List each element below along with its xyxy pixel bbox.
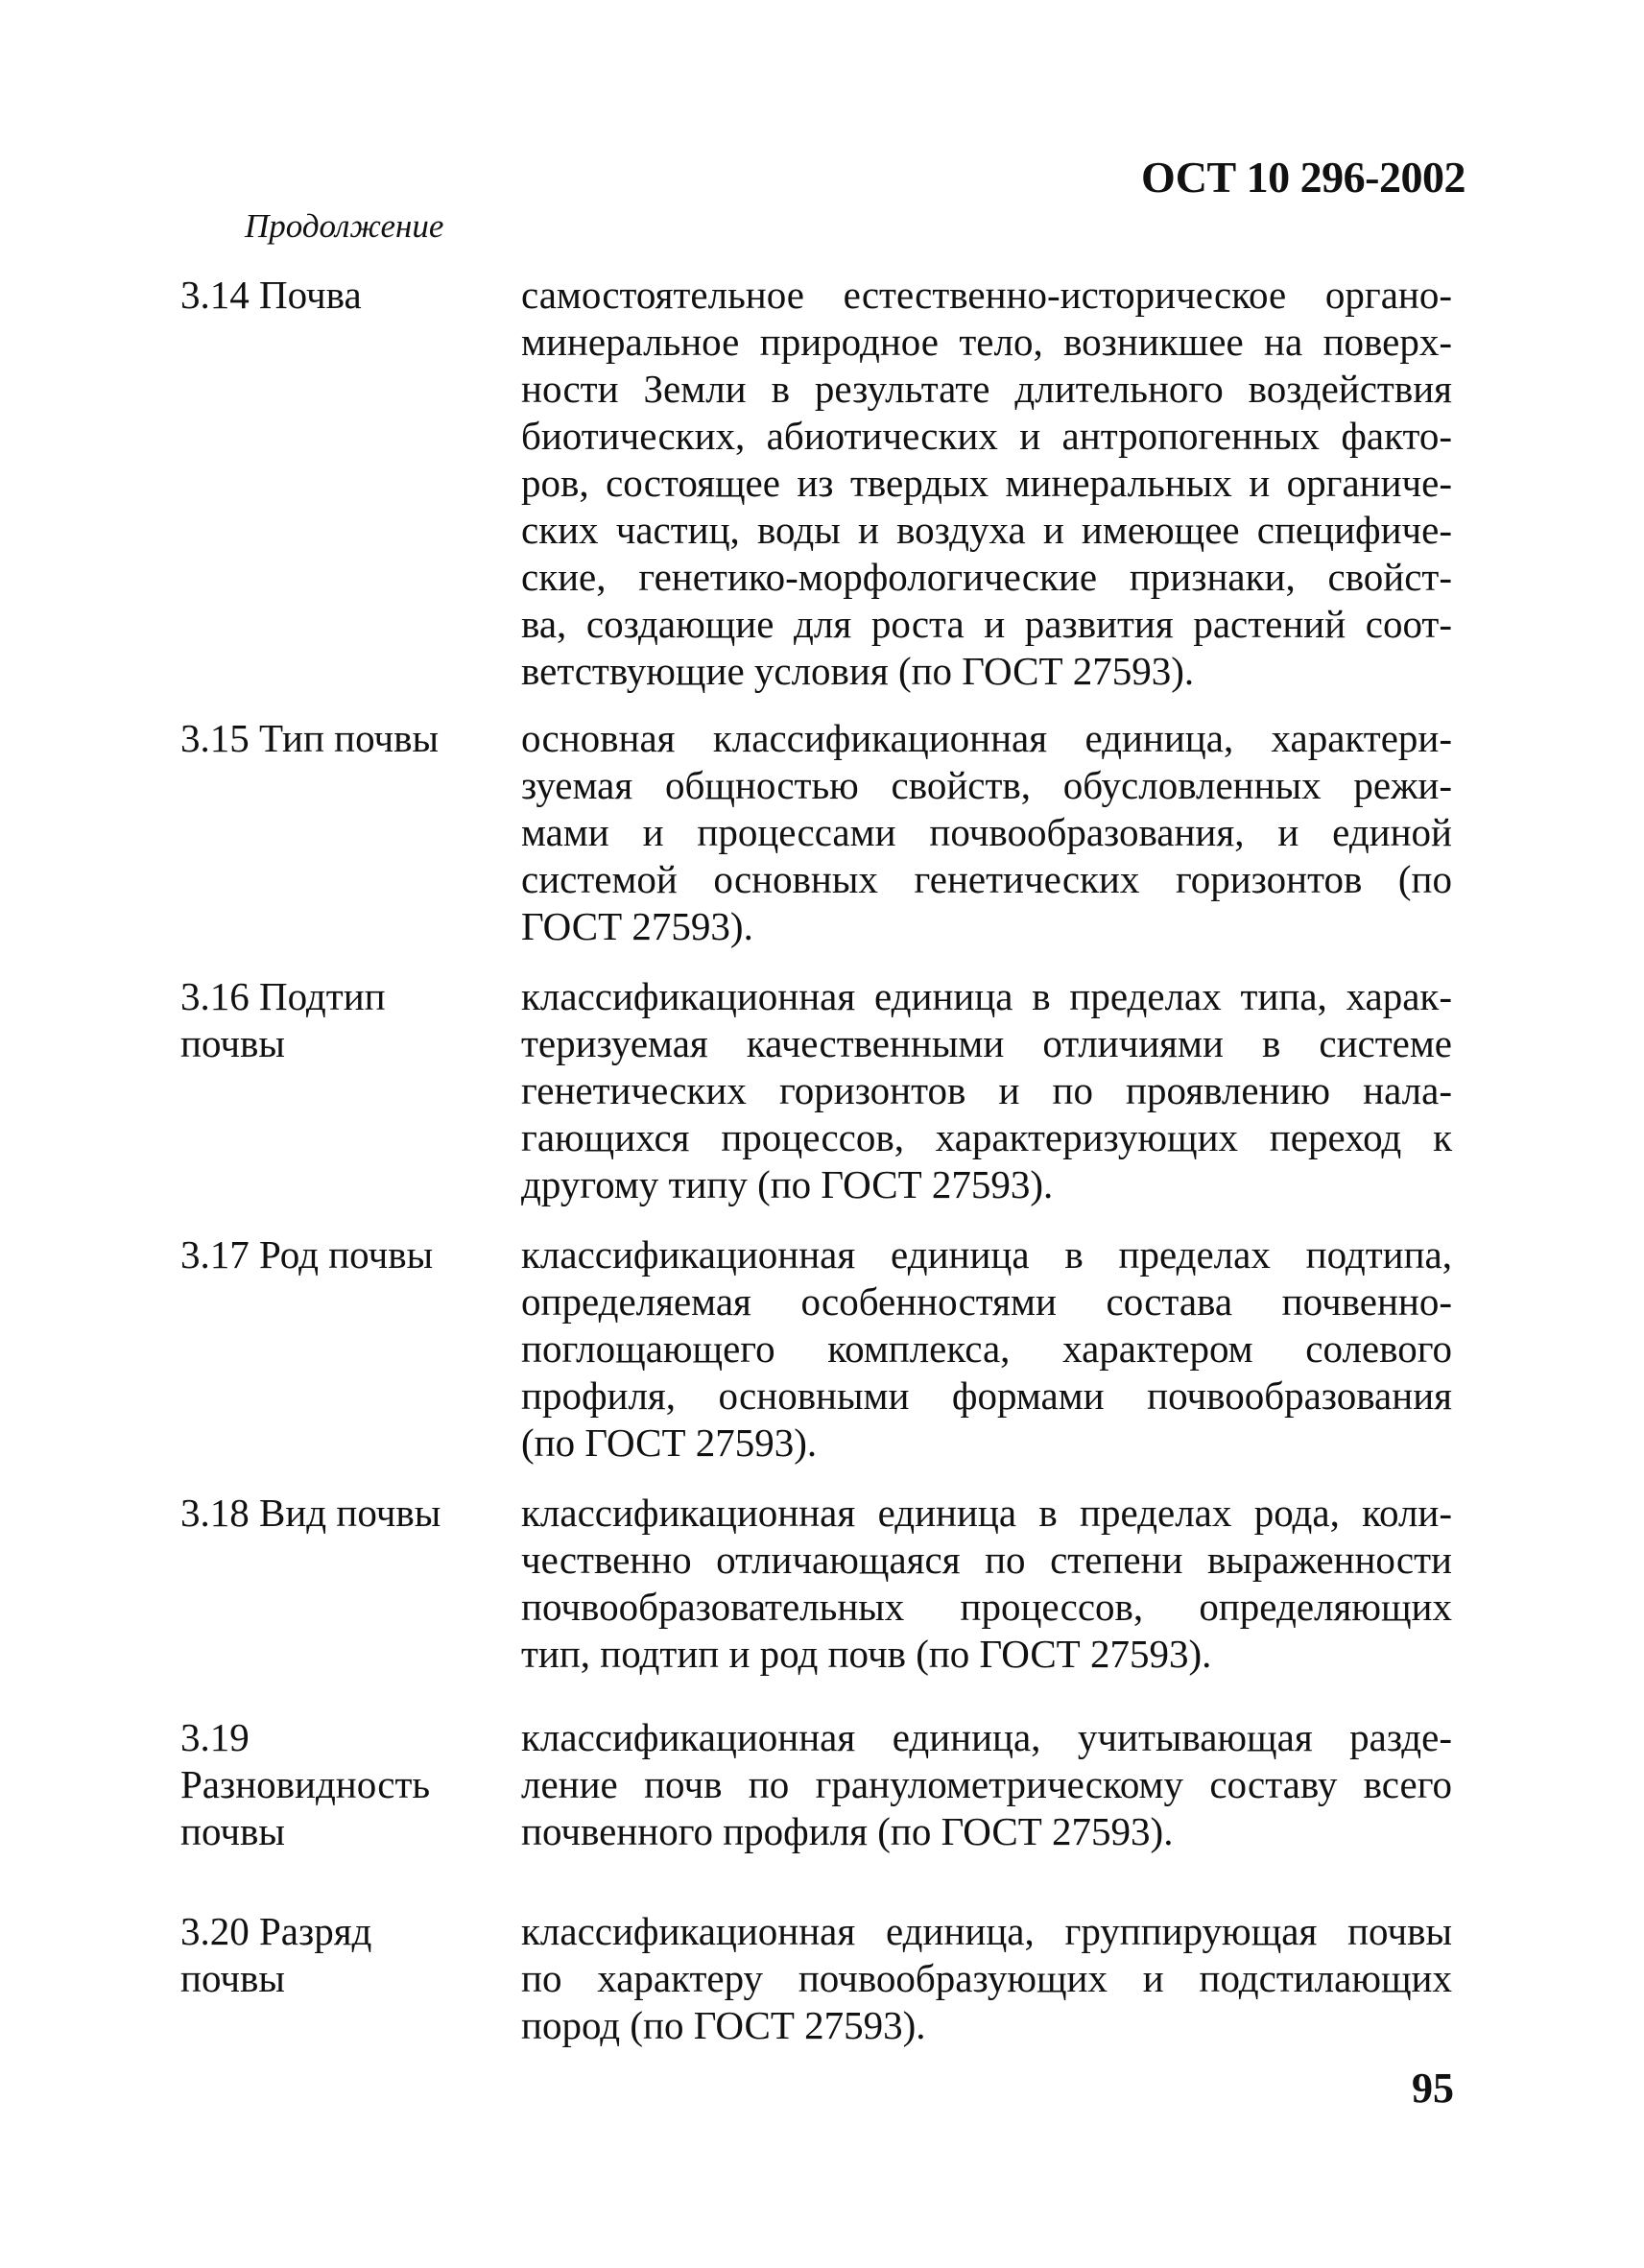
definition-line: ских частиц, воды и воздуха и имеющее специфиче- — [521, 508, 1452, 552]
term-definition — [521, 1714, 1452, 1855]
definition-line: теризуемая качественными отличиями в системе — [521, 1021, 1452, 1065]
definition-line: пород (по ГОСТ 27593). — [521, 2003, 926, 2047]
term-name: 3.15 Тип почвы — [180, 716, 440, 760]
term-definition — [521, 973, 1452, 1208]
definition-line: классификационная единица в пределах подтипа, — [521, 1232, 1452, 1277]
definition-line: ров, состоящее из твердых минеральных и органиче- — [521, 461, 1452, 505]
term-row-3-17 — [180, 1231, 1452, 1467]
term-name: 3.17 Род почвы — [180, 1232, 434, 1277]
term-definition — [521, 1231, 1452, 1467]
definition-line: другому типу (по ГОСТ 27593). — [521, 1162, 1054, 1206]
definition-line: ские, генетико-морфологические признаки, свойст- — [521, 555, 1452, 599]
definition-line: профиля, основными формами почвообразования — [521, 1373, 1452, 1418]
definition-line: ности Земли в результате длительного воздействия — [521, 367, 1452, 411]
page-number: 95 — [1412, 2065, 1454, 2112]
definition-line: ление почв по гранулометрическому составу всего — [521, 1762, 1452, 1806]
definition-line: минеральное природное тело, возникшее на поверх- — [521, 320, 1452, 364]
definition-line: классификационная единица в пределах типа, харак- — [521, 974, 1452, 1018]
definition-line: по характеру почвообразующих и подстилающих — [521, 1956, 1452, 2000]
term-name: 3.19 Разновидность почвы — [180, 1715, 431, 1853]
term-row-3-15 — [180, 715, 1452, 950]
definition-line: почвенного профиля (по ГОСТ 27593). — [521, 1809, 1174, 1853]
definition-line: ветствующие условия (по ГОСТ 27593). — [521, 649, 1195, 693]
term-name: 3.18 Вид почвы — [180, 1491, 441, 1535]
definition-line: генетических горизонтов и по проявлению нала- — [521, 1068, 1452, 1112]
continuation-label: Продолжение — [245, 207, 444, 245]
terms-list — [180, 272, 1452, 2049]
definition-line: тип, подтип и род почв (по ГОСТ 27593). — [521, 1632, 1212, 1676]
definition-line: самостоятельное естественно-историческое органо- — [521, 273, 1452, 317]
definition-line: классификационная единица, учитывающая разде- — [521, 1715, 1452, 1759]
definition-line: биотических, абиотических и антропогенных факто- — [521, 414, 1452, 458]
definition-line: поглощающего комплекса, характером солевого — [521, 1326, 1452, 1371]
term-definition — [521, 272, 1452, 695]
term-row-3-19 — [180, 1714, 1452, 1855]
definition-line: основная классификационная единица, характери- — [521, 716, 1452, 760]
term-row-3-20 — [180, 1908, 1452, 2049]
term-row-3-18 — [180, 1490, 1452, 1678]
definition-line: ГОСТ 27593). — [521, 904, 753, 948]
definition-line: классификационная единица, группирующая почвы — [521, 1909, 1452, 1953]
definition-line: мами и процессами почвообразования, и единой — [521, 810, 1452, 854]
term-definition — [521, 715, 1452, 950]
document-code: ОСТ 10 296-2002 — [1140, 153, 1465, 202]
term-name: 3.20 Разряд почвы — [180, 1909, 372, 2000]
term-row-3-16 — [180, 973, 1452, 1208]
definition-line: почвообразовательных процессов, определяющих — [521, 1585, 1452, 1629]
definition-line: (по ГОСТ 27593). — [521, 1420, 818, 1465]
definition-line: определяемая особенностями состава почвенно- — [521, 1279, 1452, 1324]
definition-line: чественно отличающаяся по степени выраженности — [521, 1538, 1452, 1582]
term-definition — [521, 1490, 1452, 1678]
definition-line: классификационная единица в пределах рода, коли- — [521, 1491, 1452, 1535]
term-definition — [521, 1908, 1452, 2049]
definition-line: гающихся процессов, характеризующих переход к — [521, 1115, 1452, 1159]
definition-line: ва, создающие для роста и развития растений соот- — [521, 602, 1452, 646]
term-name: 3.14 Почва — [180, 273, 362, 317]
term-row-3-14 — [180, 272, 1452, 695]
definition-line: системой основных генетических горизонтов (по — [521, 857, 1452, 901]
term-name: 3.16 Подтип почвы — [180, 974, 386, 1065]
definition-line: зуемая общностью свойств, обусловленных режи- — [521, 763, 1452, 807]
